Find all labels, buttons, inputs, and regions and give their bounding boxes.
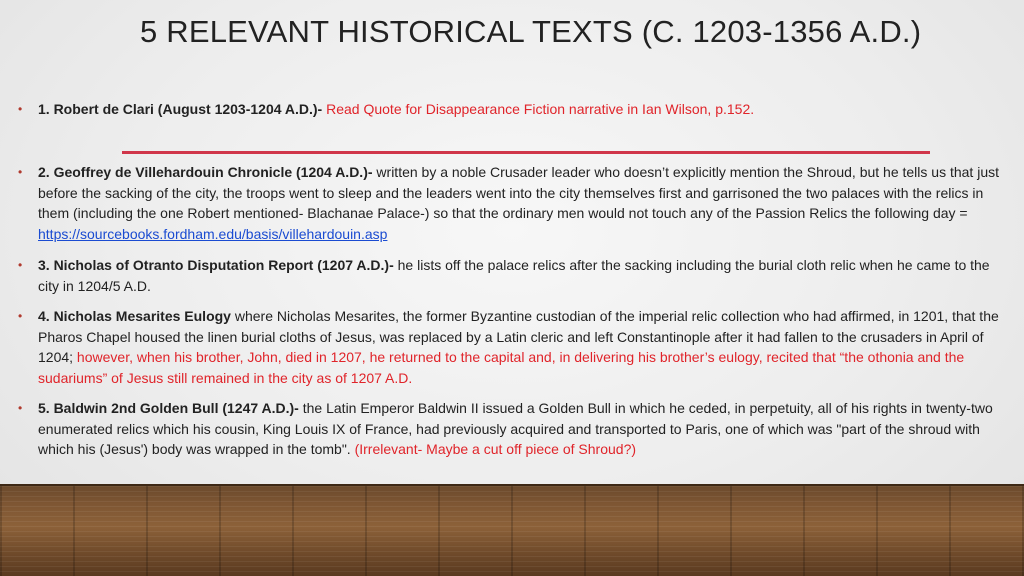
bullet-dot-icon: • (18, 102, 23, 116)
bullet-2-heading: 2. Geoffrey de Villehardouin Chronicle (1204 A.D.)- (38, 164, 373, 180)
villehardouin-link[interactable]: https://sourcebooks.fordham.edu/basis/villehardouin.asp (38, 225, 388, 242)
bullet-4-text: where Nicholas Mesarites, the former Byzantine custodian of the imperial relic collection who had affirmed, in 1201, that the Pharos Chapel housed the linen burial cloths of Jesus, was replaced by a Latin cleric and left Constantinople after it had fallen to the crusaders in April of 1204; (38, 308, 999, 365)
bullet-dot-icon: • (18, 401, 23, 415)
bullet-dot-icon: • (18, 165, 23, 179)
bullet-1-note: Read Quote for Disappearance Fiction narrative in Ian Wilson, p.152. (322, 101, 755, 117)
bullet-3-text: he lists off the palace relics after the sacking including the burial cloth relic when he came to the city in 1204/5 A.D. (38, 257, 990, 294)
bullet-3-heading: 3. Nicholas of Otranto Disputation Report (1207 A.D.)- (38, 257, 394, 273)
bullet-1-heading: 1. Robert de Clari (August 1203-1204 A.D.)- (38, 101, 323, 117)
bullet-5-text: the Latin Emperor Baldwin II issued a Golden Bull in which he ceded, in perpetuity, all of his rights in twenty-two enumerated relics which his cousin, King Louis IX of France, had previously acquired and transported to Paris, one of which was "part of the shroud with which his (Jesus') body was wrapped in the tomb". (38, 400, 993, 457)
bullet-dot-icon: • (18, 309, 23, 323)
bullet-2-text: written by a noble Crusader leader who doesn’t explicitly mention the Shroud, but he tells us that just before the sacking of the city, the troops went to sleep and the leaders went into the city themselves first and garrisoned the two palaces with the relics in them (including the one Robert mentioned- Blachanae Palace-) so that the ordinary men would not touch any of the Passion Relics the following day = (38, 164, 999, 221)
bullet-4-heading: 4. Nicholas Mesarites Eulogy (38, 308, 231, 324)
wood-floor-decoration (0, 486, 1024, 576)
bullet-4-highlight: however, when his brother, John, died in 1207, he returned to the capital and, in delivering his brother’s eulogy, recited that “the othonia and the sudariums” of Jesus still remained in the city as of 1207 A.D. (38, 349, 965, 386)
bullet-5-heading: 5. Baldwin 2nd Golden Bull (1247 A.D.)- (38, 400, 299, 416)
bullet-dot-icon: • (18, 258, 23, 272)
divider-line (122, 151, 930, 154)
bullet-5-note: (Irrelevant- Maybe a cut off piece of Shroud?) (354, 441, 637, 457)
slide-title: 5 RELEVANT HISTORICAL TEXTS (C. 1203-1356 A.D.) (140, 14, 922, 49)
